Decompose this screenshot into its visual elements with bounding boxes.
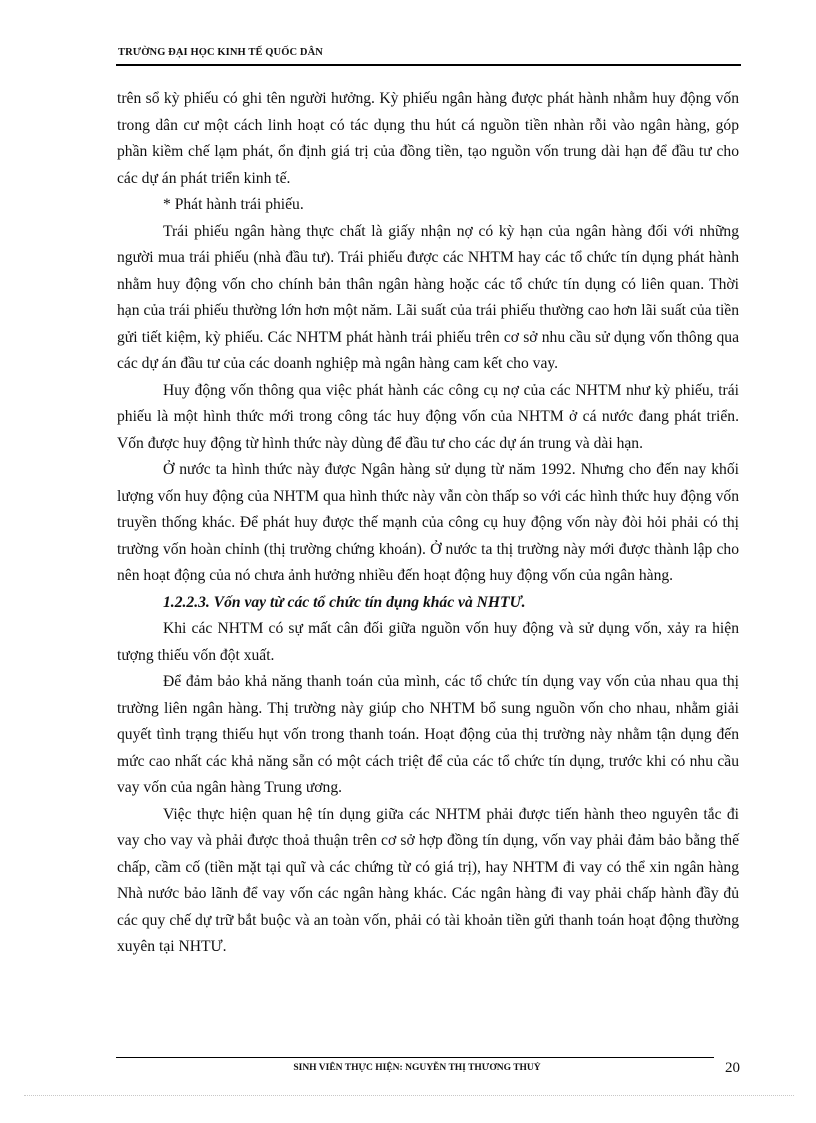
- section-bullet-bond-issuance: * Phát hành trái phiếu.: [163, 196, 304, 213]
- paragraph-5: Ở nước ta hình thức này được Ngân hàng sử dụng từ năm 1992. Nhưng cho đến nay khối lượng vốn huy động của NHTM qua hình thức này vẫn còn thấp so với các hình thức huy động vốn truyền thống khác. Để phát huy được thế mạnh của công cụ huy động vốn này đòi hỏi phải có thị trường vốn hoàn chỉnh (thị trường chứng khoán). Ở nước ta thị trường này mới được thành lập cho nên hoạt động của nó chưa ảnh hưởng nhiều đến hoạt động huy động vốn của ngân hàng.: [117, 461, 739, 584]
- page-number: 20: [725, 1060, 740, 1076]
- footer-author: SINH VIÊN THỰC HIỆN: NGUYỄN THỊ THƯƠNG THUỶ: [293, 1063, 541, 1073]
- paragraph-4: Huy động vốn thông qua việc phát hành các công cụ nợ của các NHTM như kỳ phiếu, trái phiếu là một hình thức mới trong công tác huy động vốn của NHTM ở cá nước đang phát triển. Vốn được huy động từ hình thức này dùng để đầu tư cho các dự án trung và dài hạn.: [117, 381, 739, 452]
- paragraph-7: Khi các NHTM có sự mất cân đối giữa nguồn vốn huy động và sử dụng vốn, xảy ra hiện tượng thiếu vốn đột xuất.: [117, 620, 739, 664]
- page-header: TRƯỜNG ĐẠI HỌC KINH TẾ QUỐC DÂN: [118, 47, 323, 58]
- page-content: [117, 86, 739, 961]
- paragraph-3: Trái phiếu ngân hàng thực chất là giấy nhận nợ có kỳ hạn của ngân hàng đối với những người mua trái phiếu (nhà đầu tư). Trái phiếu được các NHTM hay các tổ chức tín dụng phát hành nhằm huy động vốn cho chính bản thân ngân hàng hoặc các tổ chức tín dụng có liên quan. Thời hạn của trái phiếu thường lớn hơn một năm. Lãi suất của trái phiếu thường cao hơn lãi suất của tiền gửi tiết kiệm, kỳ phiếu. Các NHTM phát hành trái phiếu trên cơ sở nhu cầu sử dụng vốn thông qua các dự án đầu tư của các doanh nghiệp mà ngân hàng cam kết cho vay.: [117, 222, 739, 372]
- header-divider: [116, 64, 741, 66]
- page-bottom-dotted-line: [24, 1095, 794, 1096]
- paragraph-8: Để đảm bảo khả năng thanh toán của mình, các tổ chức tín dụng vay vốn của nhau qua thị trường liên ngân hàng. Thị trường này giúp cho NHTM bổ sung nguồn vốn cho nhau, nhằm giải quyết tình trạng thiếu hụt vốn trong thanh toán. Hoạt động của thị trường này nhằm tận dụng đến mức cao nhất các khả năng sẵn có một cách triệt để của các tổ chức tín dụng, trước khi có nhu cầu vay vốn của ngân hàng Trung ương.: [117, 673, 739, 796]
- paragraph-9: Việc thực hiện quan hệ tín dụng giữa các NHTM phải được tiến hành theo nguyên tắc đi vay cho vay và phải được thoả thuận trên cơ sở hợp đồng tín dụng, vốn vay phải đảm bảo bằng thế chấp, cầm cố (tiền mặt tại quĩ và các chứng từ có giá trị), hay NHTM đi vay có thể xin ngân hàng Nhà nước bảo lãnh để vay vốn các ngân hàng khác. Các ngân hàng đi vay phải chấp hành đầy đủ các quy chế dự trữ bắt buộc và an toàn vốn, phải có tài khoản tiền gửi thanh toán hoạt động thường xuyên tại NHTƯ.: [117, 805, 739, 955]
- footer-divider: [116, 1057, 714, 1058]
- section-heading-1-2-2-3: 1.2.2.3. Vốn vay từ các tổ chức tín dụng khác và NHTƯ.: [163, 593, 526, 611]
- paragraph-1: trên sổ kỳ phiếu có ghi tên người hưởng. Kỳ phiếu ngân hàng được phát hành nhằm huy động vốn trong dân cư một cách linh hoạt có tác dụng thu hút cá nguồn tiền nhàn rỗi vào ngân hàng, góp phần kiềm chế lạm phát, ổn định giá trị của đồng tiền, tạo nguồn vốn trung dài hạn để đầu tư cho các dự án phát triển kinh tế.: [117, 90, 739, 187]
